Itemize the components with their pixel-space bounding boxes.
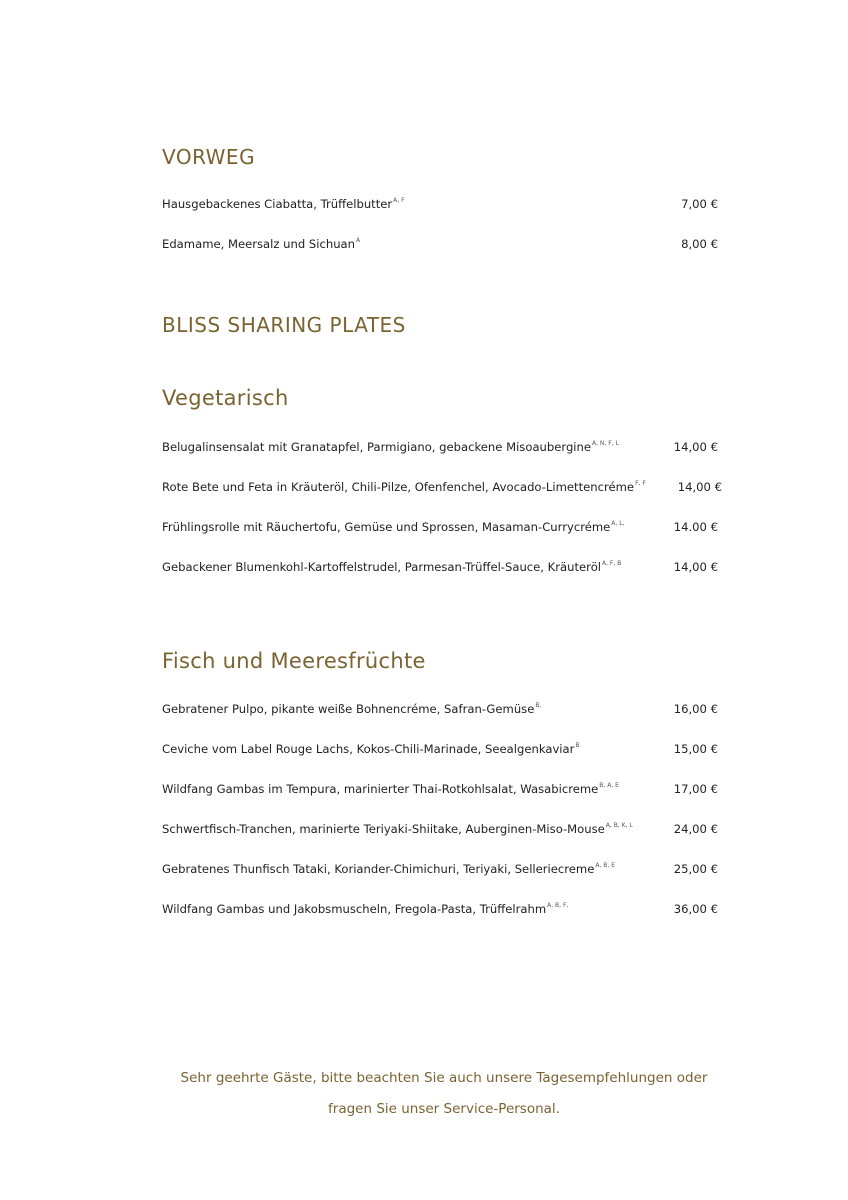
menu-item-name: Gebratener Pulpo, pikante weiße Bohnencréme, Safran-Gemüse$^{B,}$ (162, 702, 542, 716)
allergen-codes: A, B, F, (547, 902, 569, 909)
menu-item-price: 24,00 € (673, 822, 718, 836)
allergen-codes: A, B, K, L (605, 822, 633, 829)
menu-item-price: 25,00 € (673, 862, 718, 876)
allergen-codes: A, L, (611, 520, 625, 527)
menu-item (162, 859, 720, 879)
allergen-codes: A (356, 237, 361, 244)
menu-item-price: 15,00 € (673, 742, 718, 756)
subsection-title-vegetarisch: Vegetarisch (162, 386, 289, 410)
allergen-codes: A, N, F, L (592, 440, 619, 447)
menu-item-name: Rote Bete und Feta in Kräuteröl, Chili-Pilze, Ofenfenchel, Avocado-Limettencréme$^{F, F}$ (162, 480, 646, 494)
menu-item (162, 819, 720, 839)
menu-item-price: 14,00 € (673, 440, 718, 454)
allergen-codes: F, F (635, 480, 646, 487)
section-title-vorweg: VORWEG (162, 145, 256, 169)
footer-note-line1: Sehr geehrte Gäste, bitte beachten Sie auch unsere Tagesempfehlungen oder (180, 1070, 708, 1086)
allergen-codes: B, (535, 702, 542, 709)
menu-item-price: 16,00 € (673, 702, 718, 716)
menu-item-price: 8,00 € (681, 237, 718, 251)
menu-item-price: 17,00 € (673, 782, 718, 796)
menu-item (162, 739, 720, 759)
menu-item-name: Ceviche vom Label Rouge Lachs, Kokos-Chili-Marinade, Seealgenkaviar$^B$ (162, 742, 580, 756)
menu-item (162, 517, 720, 537)
allergen-codes: A, F (393, 197, 405, 204)
menu-item (162, 699, 720, 719)
menu-item-name: Wildfang Gambas im Tempura, marinierter Thai-Rotkohlsalat, Wasabicreme$^{B, A, E}$ (162, 782, 619, 796)
allergen-codes: B, A, E (599, 782, 619, 789)
allergen-codes: A, F, B (602, 560, 622, 567)
allergen-codes: B (575, 742, 580, 749)
menu-item-name: Schwertfisch-Tranchen, marinierte Teriyaki-Shiitake, Auberginen-Miso-Mouse$^{A, B, K, L}$ (162, 822, 633, 836)
menu-item-name: Gebratenes Thunfisch Tataki, Koriander-Chimichuri, Teriyaki, Selleriecreme$^{A, B, E}$ (162, 862, 615, 876)
menu-item (162, 557, 720, 577)
menu-item (162, 234, 720, 254)
menu-item (162, 477, 720, 497)
menu-item (162, 194, 720, 214)
menu-item-price: 7,00 € (681, 197, 718, 211)
menu-item-name: Wildfang Gambas und Jakobsmuscheln, Fregola-Pasta, Trüffelrahm$^{A, B, F,}$ (162, 902, 569, 916)
menu-item-name: Hausgebackenes Ciabatta, Trüffelbutter$^{A, F}$ (162, 197, 405, 211)
menu-item-name: Edamame, Meersalz und Sichuan$^A$ (162, 237, 361, 251)
menu-item-price: 36,00 € (673, 902, 718, 916)
menu-item (162, 437, 720, 457)
subsection-title-fisch: Fisch und Meeresfrüchte (162, 649, 426, 673)
menu-item-name: Frühlingsrolle mit Räuchertofu, Gemüse und Sprossen, Masaman-Currycréme$^{A, L,}$ (162, 520, 625, 534)
menu-item-price: 14,00 € (677, 480, 722, 494)
menu-item (162, 899, 720, 919)
menu-item (162, 779, 720, 799)
menu-item-name: Gebackener Blumenkohl-Kartoffelstrudel, Parmesan-Trüffel-Sauce, Kräuteröl$^{A, F, B}$ (162, 560, 622, 574)
menu-item-price: 14.00 € (673, 520, 718, 534)
footer-note-line2: fragen Sie unser Service-Personal. (328, 1101, 560, 1117)
allergen-codes: A, B, E (595, 862, 615, 869)
section-title-sharing: BLISS SHARING PLATES (162, 313, 406, 337)
menu-item-name: Belugalinsensalat mit Granatapfel, Parmigiano, gebackene Misoaubergine$^{A, N, F, L}$ (162, 440, 619, 454)
menu-item-price: 14,00 € (673, 560, 718, 574)
